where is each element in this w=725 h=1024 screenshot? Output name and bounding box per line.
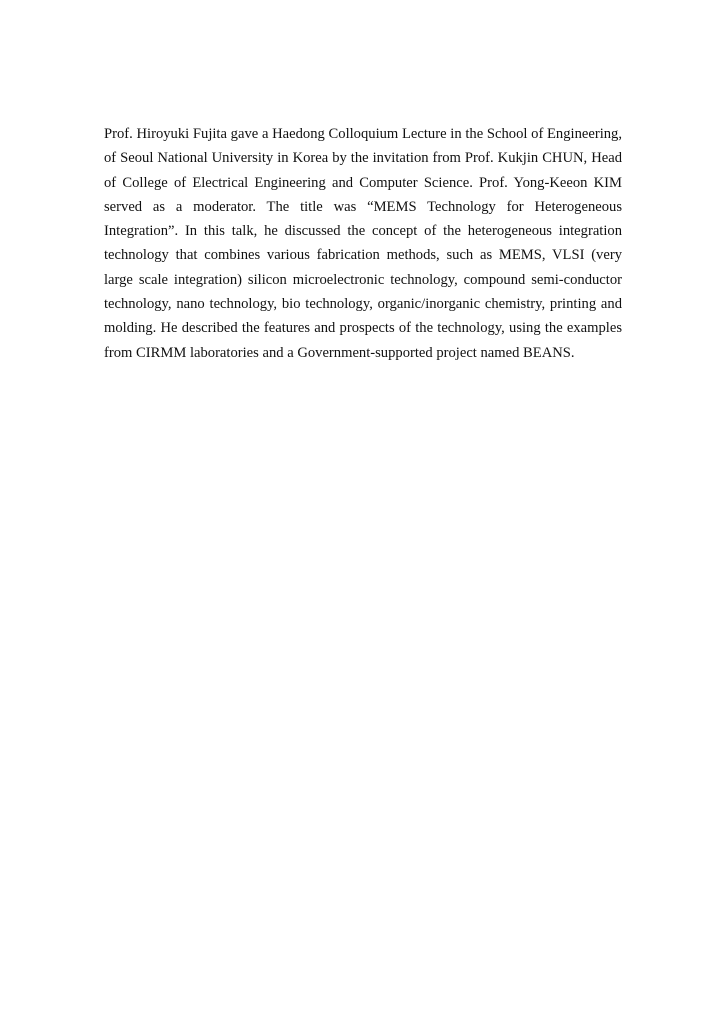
paragraph-line-2: of Seoul National University in Korea by the invitation from Prof. Kukjin CHUN, Head [104,150,622,167]
paragraph-line-9: molding. He described the features and prospects of the technology, using the examples [104,320,622,337]
paragraph-line-4: served as a moderator. The title was “MEMS Technology for Heterogeneous [104,198,622,215]
body-paragraph [104,122,622,365]
paragraph-line-5: Integration”. In this talk, he discussed the concept of the heterogeneous integration [104,223,622,240]
paragraph-line-10: from CIRMM laboratories and a Government-supported project named BEANS. [104,344,575,361]
paragraph-line-3: of College of Electrical Engineering and Computer Science. Prof. Yong-Keeon KIM [104,174,622,191]
paragraph-line-8: technology, nano technology, bio technology, organic/inorganic chemistry, printing and [104,296,622,313]
paragraph-line-1: Prof. Hiroyuki Fujita gave a Haedong Colloquium Lecture in the School of Engineering, [104,126,622,142]
paragraph-line-7: large scale integration) silicon microelectronic technology, compound semi-conductor [104,271,622,288]
paragraph-line-6: technology that combines various fabrication methods, such as MEMS, VLSI (very [104,247,622,264]
